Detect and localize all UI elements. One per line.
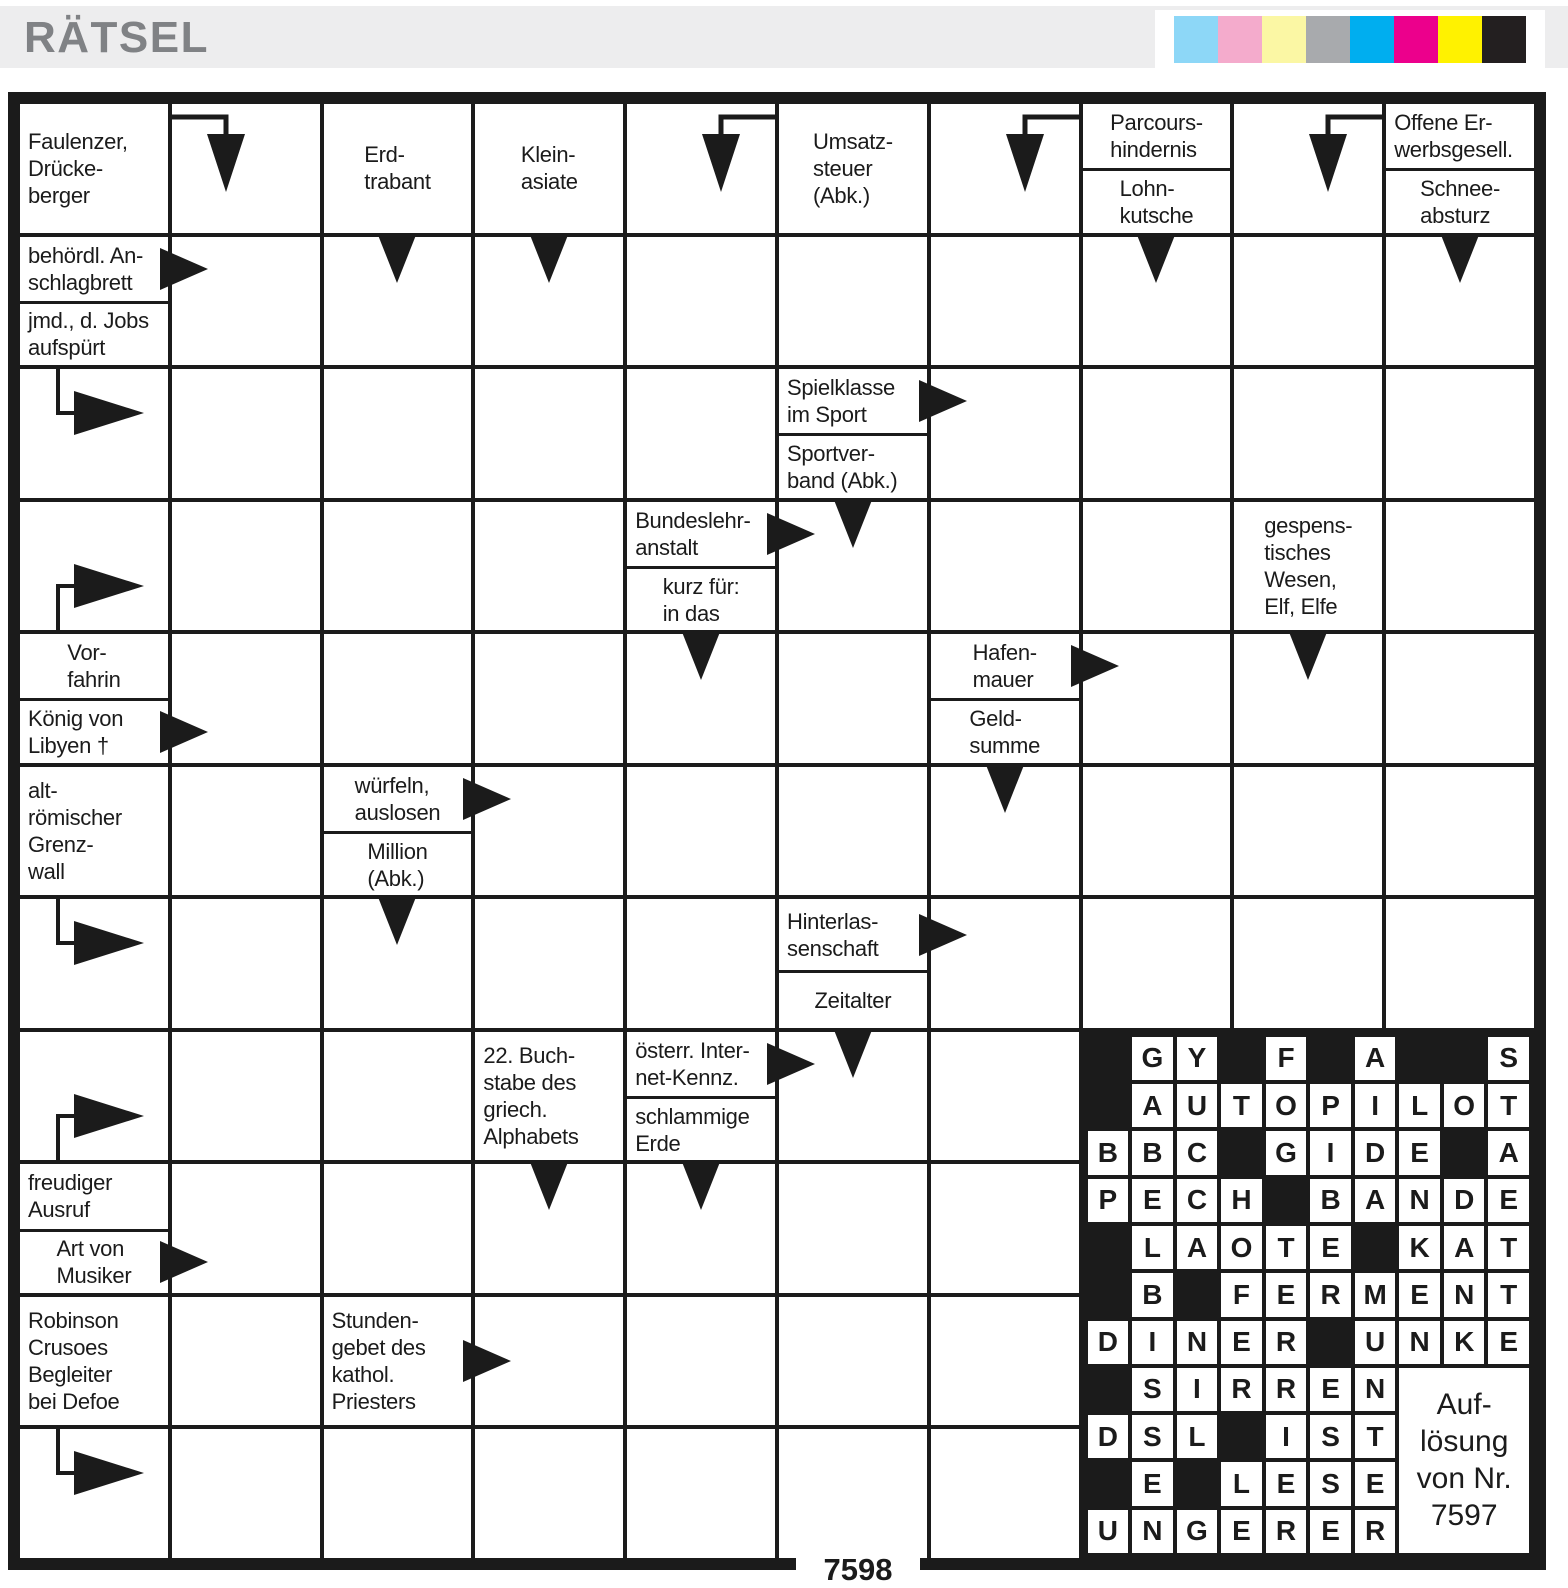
clue-cell-r4c9 [1234,502,1382,631]
answer-cell-r2c6[interactable] [779,237,927,366]
clue-cell-r1c6 [779,104,927,233]
answer-cell-r2c5[interactable] [627,237,775,366]
clue-cell-r1c1 [20,104,168,233]
answer-cell-r2c10[interactable] [1386,237,1534,366]
solution-letter-cell: U [1355,1321,1396,1364]
clue-cell-r1c8 [1083,104,1231,233]
clue-text: würfeln, auslosen [324,767,472,831]
solution-letter-cell: I [1177,1368,1218,1411]
solution-letter-cell: A [1355,1037,1396,1080]
arrow-right-icon [767,1043,815,1085]
arrow-bent-right-icon [46,1078,176,1162]
solution-letter-cell: G [1266,1131,1307,1174]
solution-letter-cell: B [1088,1131,1129,1174]
answer-cell-r8c7[interactable] [931,1032,1079,1161]
solution-letter-cell: T [1266,1226,1307,1269]
answer-cell-r10c5[interactable] [627,1297,775,1426]
solution-block-cell [1444,1131,1485,1174]
solution-caption-line: von Nr. [1416,1462,1512,1496]
answer-cell-r1c7[interactable] [931,104,1079,233]
clue-cell-r1c3 [324,104,472,233]
clue-cell-r8c5 [627,1032,775,1161]
clue-text: kurz für: in das [627,566,775,630]
clue-text: freudiger Ausruf [28,1170,113,1223]
solution-letter-cell: L [1132,1226,1173,1269]
solution-block-cell [1444,1037,1485,1080]
arrow-right-icon [160,1241,208,1283]
clue-text: gespens- tisches Wesen, Elf, Elfe [1264,512,1353,619]
solution-letter-cell: T [1488,1273,1529,1316]
answer-cell-r11c5[interactable] [627,1429,775,1558]
arrow-bent-right-icon [46,897,176,981]
answer-cell-r11c3[interactable] [324,1429,472,1558]
solution-letter-cell: S [1132,1368,1173,1411]
answer-cell-r2c3[interactable] [324,237,472,366]
solution-letter-cell: K [1444,1321,1485,1364]
answer-cell-r2c9[interactable] [1234,237,1382,366]
answer-cell-r5c6[interactable] [779,634,927,763]
clue-text: Hafen- mauer [931,634,1079,698]
solution-letter-cell: H [1221,1179,1262,1222]
clue-cell-r8c4 [475,1032,623,1161]
answer-cell-r4c4[interactable] [475,502,623,631]
answer-cell-r4c1[interactable] [20,502,168,631]
answer-cell-r7c2[interactable] [172,899,320,1028]
clue-text: 22. Buch- stabe des griech. Alphabets [483,1043,579,1150]
answer-cell-r10c2[interactable] [172,1297,320,1426]
solution-letter-cell: O [1221,1226,1262,1269]
solution-letter-cell: R [1266,1321,1307,1364]
clue-cell-r1c4 [475,104,623,233]
answer-cell-r7c3[interactable] [324,899,472,1028]
answer-cell-r4c3[interactable] [324,502,472,631]
answer-cell-r3c10[interactable] [1386,369,1534,498]
answer-cell-r5c10[interactable] [1386,634,1534,763]
solution-letter-cell: K [1399,1226,1440,1269]
arrow-down-icon [1289,632,1327,680]
arrow-down-icon [834,1030,872,1078]
solution-letter-cell: L [1399,1084,1440,1127]
answer-cell-r1c5[interactable] [627,104,775,233]
answer-cell-r3c1[interactable] [20,369,168,498]
answer-cell-r3c3[interactable] [324,369,472,498]
arrow-down-icon [682,1162,720,1210]
solution-letter-cell: A [1177,1226,1218,1269]
solution-letter-cell: R [1266,1510,1307,1553]
answer-cell-r2c8[interactable] [1083,237,1231,366]
solution-block-cell [1088,1462,1129,1505]
solution-block-cell [1088,1273,1129,1316]
answer-cell-r7c5[interactable] [627,899,775,1028]
clue-text: Bundeslehr- anstalt [627,502,775,566]
arrow-down-icon [530,1162,568,1210]
clue-cell-r9c1 [20,1164,168,1293]
clue-cell-r7c6 [779,899,927,1028]
solution-letter-cell: R [1355,1510,1396,1553]
arrow-down-icon [378,235,416,283]
answer-cell-r1c2[interactable] [172,104,320,233]
color-swatch [1306,16,1350,63]
answer-cell-r7c1[interactable] [20,899,168,1028]
solution-letter-cell: O [1266,1084,1307,1127]
clue-text: Art von Musiker [20,1229,168,1293]
solution-letter-cell: E [1132,1462,1173,1505]
clue-cell-r6c3 [324,767,472,896]
solution-caption-line: Auf- [1436,1388,1492,1422]
solution-letter-cell: O [1444,1084,1485,1127]
answer-cell-r6c8[interactable] [1083,767,1231,896]
answer-cell-r7c10[interactable] [1386,899,1534,1028]
clue-text: Erd- trabant [364,142,431,195]
solution-letter-cell: A [1132,1084,1173,1127]
clue-cell-r10c1 [20,1297,168,1426]
clue-cell-r10c3 [324,1297,472,1426]
solution-letter-cell: E [1310,1510,1351,1553]
solution-caption-line: lösung [1419,1425,1509,1459]
solution-letter-cell: E [1266,1273,1307,1316]
solution-letter-cell: N [1399,1179,1440,1222]
answer-cell-r6c7[interactable] [931,767,1079,896]
solution-letter-cell: N [1355,1368,1396,1411]
solution-letter-cell: R [1266,1368,1307,1411]
answer-cell-r8c3[interactable] [324,1032,472,1161]
solution-letter-cell: D [1088,1415,1129,1458]
arrow-down-icon [834,500,872,548]
answer-cell-r6c5[interactable] [627,767,775,896]
arrow-right-icon [160,248,208,290]
solution-letter-cell: E [1132,1179,1173,1222]
clue-text: Stunden- gebet des kathol. Priesters [324,1297,472,1426]
arrow-down-icon [1137,235,1175,283]
page-title: RÄTSEL [24,13,209,62]
clue-text: Robinson Crusoes Begleiter bei Defoe [28,1308,120,1415]
answer-cell-r10c7[interactable] [931,1297,1079,1426]
clue-cell-r1c10 [1386,104,1534,233]
solution-block-cell [1310,1321,1351,1364]
arrow-down-icon [1441,235,1479,283]
solution-letter-cell: I [1266,1415,1307,1458]
arrow-down-icon [682,632,720,680]
solution-caption [1399,1368,1529,1553]
answer-cell-r9c4[interactable] [475,1164,623,1293]
clue-text: Geld- summe [931,698,1079,762]
clue-text: Parcours- hindernis [1110,110,1203,163]
arrow-bent-down-icon [1254,104,1384,196]
solution-block-cell [1266,1179,1307,1222]
arrow-down-icon [378,897,416,945]
solution-letter-cell: E [1266,1462,1307,1505]
answer-cell-r7c9[interactable] [1234,899,1382,1028]
arrow-right-icon [463,1340,511,1382]
arrow-down-icon [986,765,1024,813]
answer-cell-r4c7[interactable] [931,502,1079,631]
solution-letter-cell: I [1132,1321,1173,1364]
clue-text: Umsatz- steuer (Abk.) [813,128,893,208]
arrow-bent-right-icon [46,1427,176,1511]
answer-cell-r9c7[interactable] [931,1164,1079,1293]
masthead [0,6,1568,68]
answer-cell-r4c10[interactable] [1386,502,1534,631]
arrow-right-icon [919,914,967,956]
solution-block-cell [1355,1226,1396,1269]
answer-cell-r10c6[interactable] [779,1297,927,1426]
arrow-bent-down-icon [647,104,777,196]
print-color-calibration-bar [1155,10,1545,68]
solution-block-cell [1088,1084,1129,1127]
solution-letter-cell: B [1132,1273,1173,1316]
clue-text: Hinterlas- senschaft [779,899,927,970]
solution-letter-cell: N [1132,1510,1173,1553]
solution-letter-cell: F [1221,1273,1262,1316]
clue-cell-r5c7 [931,634,1079,763]
answer-cell-r3c5[interactable] [627,369,775,498]
solution-letter-cell: E [1355,1462,1396,1505]
clue-text: österr. Inter- net-Kennz. [627,1032,775,1096]
answer-cell-r3c9[interactable] [1234,369,1382,498]
solution-letter-cell: N [1399,1321,1440,1364]
arrow-right-icon [919,380,967,422]
color-swatch [1482,16,1526,63]
solution-letter-cell: E [1488,1321,1529,1364]
solution-letter-cell: G [1177,1510,1218,1553]
solution-block-cell [1088,1037,1129,1080]
clue-text: schlammige Erde [627,1096,775,1160]
solution-letter-cell: A [1488,1131,1529,1174]
clue-text: Zeitalter [779,970,927,1028]
answer-cell-r6c9[interactable] [1234,767,1382,896]
solution-letter-cell: E [1221,1321,1262,1364]
solution-grid [1083,1032,1534,1558]
answer-cell-r9c3[interactable] [324,1164,472,1293]
answer-cell-r11c4[interactable] [475,1429,623,1558]
solution-letter-cell: S [1310,1415,1351,1458]
solution-letter-cell: L [1177,1415,1218,1458]
arrow-bent-right-icon [46,548,176,632]
arrow-right-icon [463,778,511,820]
solution-block-cell [1177,1462,1218,1505]
solution-block-cell [1221,1131,1262,1174]
solution-letter-cell: U [1088,1510,1129,1553]
answer-cell-r11c7[interactable] [931,1429,1079,1558]
solution-letter-cell: E [1488,1179,1529,1222]
solution-letter-cell: A [1444,1226,1485,1269]
solution-letter-cell: Y [1177,1037,1218,1080]
solution-block-cell [1310,1037,1351,1080]
solution-letter-cell: P [1310,1084,1351,1127]
solution-letter-cell: E [1221,1510,1262,1553]
clue-text: Million (Abk.) [324,831,472,895]
clue-text: jmd., d. Jobs aufspürt [20,301,168,365]
crossword-grid [8,92,1546,1570]
solution-block-cell [1088,1226,1129,1269]
solution-letter-cell: T [1355,1415,1396,1458]
clue-text: Vor- fahrin [67,640,121,693]
answer-cell-r7c8[interactable] [1083,899,1231,1028]
arrow-bent-right-icon [46,367,176,451]
answer-cell-r11c2[interactable] [172,1429,320,1558]
solution-letter-cell: N [1444,1273,1485,1316]
solution-letter-cell: S [1488,1037,1529,1080]
answer-cell-r3c2[interactable] [172,369,320,498]
arrow-right-icon [160,711,208,753]
clue-cell-r4c5 [627,502,775,631]
clue-text: alt- römischer Grenz- wall [28,777,122,884]
solution-letter-cell: C [1177,1179,1218,1222]
solution-letter-cell: T [1221,1084,1262,1127]
answer-cell-r6c2[interactable] [172,767,320,896]
solution-letter-cell: G [1132,1037,1173,1080]
answer-cell-r2c7[interactable] [931,237,1079,366]
solution-letter-cell: M [1355,1273,1396,1316]
puzzle-number: 7598 [796,1548,920,1588]
solution-letter-cell: D [1355,1131,1396,1174]
color-swatch [1262,16,1306,63]
color-swatch [1438,16,1482,63]
arrow-right-icon [767,513,815,555]
clue-cell-r3c6 [779,369,927,498]
clue-text: Sportver- band (Abk.) [779,433,927,497]
color-swatch [1394,16,1438,63]
solution-letter-cell: N [1177,1321,1218,1364]
solution-block-cell [1399,1037,1440,1080]
solution-letter-cell: S [1310,1462,1351,1505]
clue-text: Lohn- kutsche [1083,168,1231,232]
solution-letter-cell: P [1088,1179,1129,1222]
answer-cell-r11c1[interactable] [20,1429,168,1558]
solution-letter-cell: E [1310,1368,1351,1411]
solution-letter-cell: R [1221,1368,1262,1411]
answer-cell-r8c1[interactable] [20,1032,168,1161]
answer-cell-r5c4[interactable] [475,634,623,763]
solution-letter-cell: I [1310,1131,1351,1174]
clue-text: Schnee- absturz [1386,168,1534,232]
clue-text: Spielklasse im Sport [779,369,927,433]
color-swatch [1350,16,1394,63]
clue-cell-r2c1 [20,237,168,366]
clue-cell-r6c1 [20,767,168,896]
solution-letter-cell: C [1177,1131,1218,1174]
clue-text: König von Libyen † [20,698,168,762]
answer-cell-r6c6[interactable] [779,767,927,896]
clue-text: Klein- asiate [520,142,578,195]
solution-letter-cell: S [1132,1415,1173,1458]
solution-letter-cell: F [1266,1037,1307,1080]
arrow-down-icon [530,235,568,283]
arrow-bent-down-icon [170,104,300,196]
answer-cell-r3c4[interactable] [475,369,623,498]
clue-text: Offene Er- werbsgesell. [1394,110,1513,163]
answer-cell-r9c6[interactable] [779,1164,927,1293]
solution-letter-cell: T [1488,1226,1529,1269]
answer-cell-r3c8[interactable] [1083,369,1231,498]
solution-block-cell [1221,1415,1262,1458]
clue-cell-r5c1 [20,634,168,763]
answer-cell-r2c4[interactable] [475,237,623,366]
answer-cell-r8c2[interactable] [172,1032,320,1161]
clue-text: Faulenzer, Drücke- berger [28,128,128,208]
solution-letter-cell: T [1488,1084,1529,1127]
solution-letter-cell: D [1444,1179,1485,1222]
solution-block-cell [1088,1368,1129,1411]
solution-letter-cell: A [1355,1179,1396,1222]
solution-caption-line: 7597 [1430,1499,1498,1533]
answer-cell-r6c10[interactable] [1386,767,1534,896]
color-swatch [1174,16,1218,63]
solution-letter-cell: E [1399,1131,1440,1174]
solution-letter-cell: E [1399,1273,1440,1316]
solution-letter-cell: R [1310,1273,1351,1316]
solution-letter-cell: B [1310,1179,1351,1222]
answer-cell-r11c6[interactable] [779,1429,927,1558]
answer-cell-r7c4[interactable] [475,899,623,1028]
solution-block-cell [1177,1273,1218,1316]
answer-cell-r5c3[interactable] [324,634,472,763]
answer-cell-r9c5[interactable] [627,1164,775,1293]
arrow-right-icon [1071,645,1119,687]
solution-letter-cell: U [1177,1084,1218,1127]
answer-cell-r5c9[interactable] [1234,634,1382,763]
solution-block-cell [1221,1037,1262,1080]
arrow-bent-down-icon [951,104,1081,196]
solution-letter-cell: L [1221,1462,1262,1505]
answer-cell-r1c9[interactable] [1234,104,1382,233]
solution-letter-cell: D [1088,1321,1129,1364]
solution-letter-cell: B [1132,1131,1173,1174]
solution-letter-cell: E [1310,1226,1351,1269]
solution-letter-cell: I [1355,1084,1396,1127]
answer-cell-r5c5[interactable] [627,634,775,763]
answer-cell-r4c8[interactable] [1083,502,1231,631]
answer-cell-r4c2[interactable] [172,502,320,631]
color-swatch [1218,16,1262,63]
clue-text: behördl. An- schlagbrett [20,237,168,301]
